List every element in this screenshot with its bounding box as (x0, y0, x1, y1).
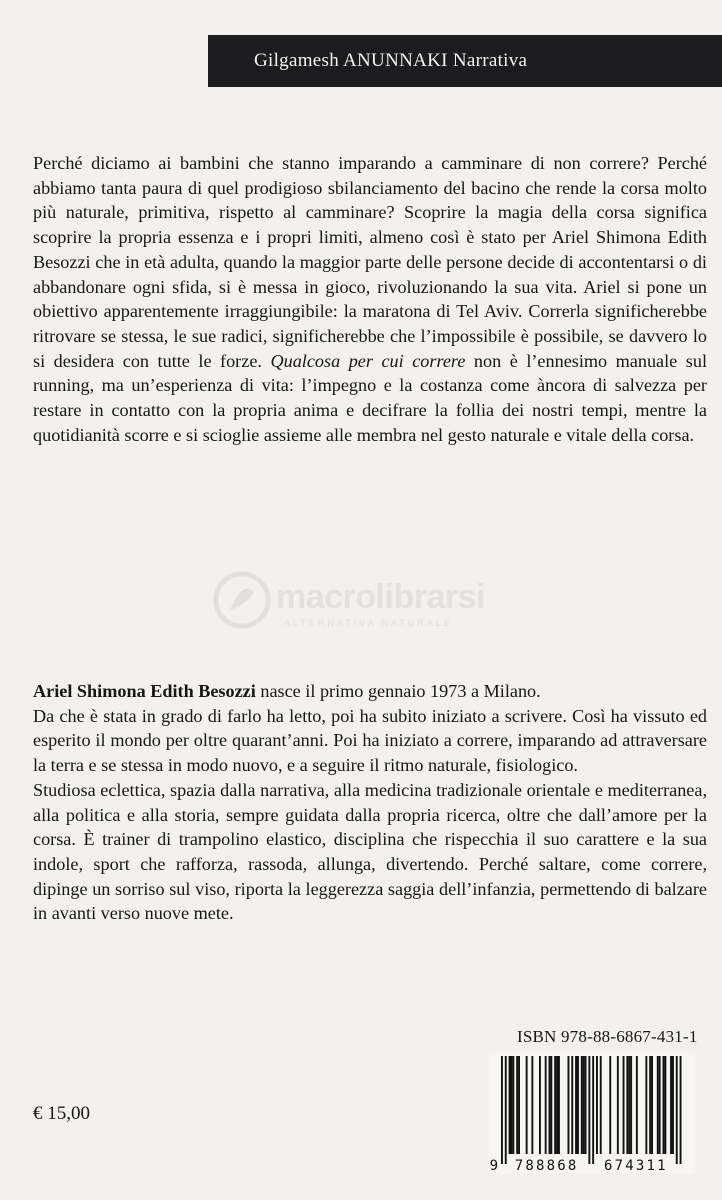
watermark-tagline: ALTERNATIVA NATURALE (284, 618, 453, 628)
author-name: Ariel Shimona Edith Besozzi (33, 681, 256, 701)
series-banner (208, 35, 722, 87)
watermark (206, 568, 536, 638)
barcode-bar (585, 1056, 587, 1154)
barcode-left-digits: 788868 (514, 1158, 579, 1174)
barcode-bar (516, 1056, 518, 1154)
book-title: Qualcosa per cui correre (270, 350, 466, 371)
barcode-bar (577, 1056, 579, 1154)
barcode-bar (645, 1056, 647, 1154)
barcode-bar (526, 1056, 528, 1154)
barcode-bar (556, 1056, 558, 1154)
bio-paragraph-2: Studiosa eclettica, spazia dalla narrativa, alla medicina tradizionale orientale e mediterranea, alla politica e alla storia, sempre guidata dalla propria ricerca, oltre che dall’amore per la corsa. È trainer di trampolino elastico, disciplina che rispecchia il suo carattere e la sua indole, sport che rafforza, rassoda, allunga, divertendo. Perché saltare, come correre, dipinge un sorriso sul viso, riporta la leggerezza saggia dell’infanzia, permettendo di balzare in avanti verso nuove mete. (33, 779, 707, 924)
barcode-bar (571, 1056, 573, 1154)
barcode-bar (550, 1056, 552, 1154)
barcode-bar (663, 1056, 665, 1154)
barcode-bar (630, 1056, 632, 1154)
isbn-barcode (489, 1052, 695, 1174)
barcode-bar (545, 1056, 547, 1154)
barcode-bar (672, 1056, 674, 1154)
barcode-bar (575, 1056, 577, 1154)
author-bio (33, 679, 707, 926)
barcode-bar (623, 1056, 625, 1154)
barcode-bar (680, 1056, 682, 1164)
barcode-bar (659, 1056, 661, 1154)
barcode-bar (596, 1056, 598, 1154)
barcode-graphic (489, 1052, 695, 1174)
bio-intro-rest: nasce il primo gennaio 1973 a Milano. (255, 681, 541, 701)
bio-paragraph-1: Da che è stata in grado di farlo ha letto, poi ha subito iniziato a scrivere. Così ha vissuto ed esperito il mondo per oltre quarant’anni. Poi ha iniziato a correre, imparando ad attraversare la terra e se stessa in modo nuovo, e a seguire il ritmo naturale, fisiologico. (33, 705, 707, 776)
barcode-bar (651, 1056, 653, 1154)
barcode-bar (588, 1056, 590, 1164)
barcode-bar (505, 1056, 507, 1164)
barcode-right-digits: 674311 (604, 1158, 668, 1174)
barcode-bar (518, 1056, 520, 1154)
isbn-label: ISBN 978-88-6867-431-1 (517, 1027, 698, 1046)
barcode-bar (554, 1056, 556, 1154)
barcode-bar (511, 1056, 513, 1154)
barcode-bar (664, 1056, 666, 1154)
barcode-bar (512, 1056, 514, 1154)
watermark-logo-icon (212, 570, 272, 630)
barcode-bar (676, 1056, 678, 1164)
back-cover-blurb (33, 151, 707, 447)
barcode-bar (592, 1056, 594, 1164)
barcode-bar (558, 1056, 560, 1154)
barcode-bar (539, 1056, 541, 1154)
barcode-bar (583, 1056, 585, 1154)
bio-intro (33, 679, 707, 704)
barcode-bar (581, 1056, 583, 1154)
barcode-bar (600, 1056, 602, 1154)
barcode-bar (628, 1056, 630, 1154)
blurb-text-1: Perché diciamo ai bambini che stanno imparando a camminare di non correre? Perché abbiamo tanta paura di quel prodigioso sbilanciamento del bacino che rende la corsa molto più naturale, primitiva, rispetto al camminare? Scoprire la magia della corsa significa scoprire la propria essenza e i propri limiti, almeno così è stato per Ariel Shimona Edith Besozzi che in età adulta, quando la maggior parte delle persone decide di accontentarsi o di abbandonare ogni sfida, si è messa in gioco, rivoluzionando la sua vita. Ariel si pone un obiettivo apparentemente irraggiungibile: la maratona di Tel Aviv. Correrla significherebbe ritrovare se stessa, le sue radici, significherebbe che l’impossibile è possibile, se davvero lo si desidera con tutte le forze. (33, 153, 707, 371)
barcode-first-digit: 9 (489, 1158, 501, 1174)
barcode-bar (501, 1056, 503, 1164)
barcode-bar (531, 1056, 533, 1154)
barcode-bar (549, 1056, 551, 1154)
barcode-bar (670, 1056, 672, 1154)
series-label: Gilgamesh ANUNNAKI Narrativa (254, 50, 528, 71)
blurb-text-2: non è l’ennesimo manuale sul running, ma un’esperienza di vita: l’impegno e la costanza come àncora di salvezza per restare in contatto con la propria anima e decifrare la follia dei nostri tempi, mentre la quotidianità scorre e si scioglie assieme alle membra nel gesto naturale e vitale della corsa. (33, 350, 708, 445)
watermark-name: macrolibrarsi (276, 578, 485, 616)
barcode-bar (609, 1056, 611, 1154)
barcode-bar (649, 1056, 651, 1154)
barcode-bar (568, 1056, 570, 1154)
barcode-bar (636, 1056, 638, 1154)
barcode-bar (657, 1056, 659, 1154)
price: € 15,00 (33, 1103, 90, 1124)
barcode-bar (509, 1056, 511, 1154)
barcode-bar (617, 1056, 619, 1154)
blurb-paragraph (33, 151, 707, 447)
barcode-bar (626, 1056, 628, 1154)
